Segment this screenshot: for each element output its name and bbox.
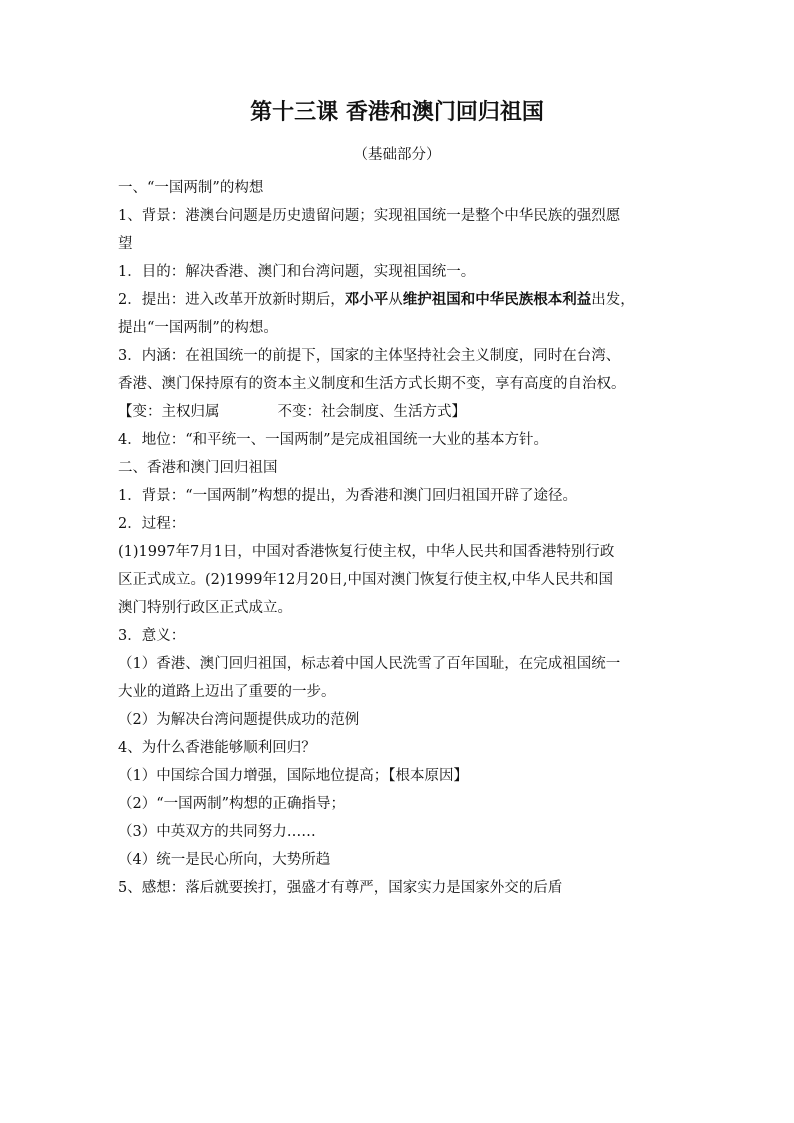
paragraph-line <box>118 286 688 314</box>
paragraph-line: 1．背景：“一国两制”构想的提出，为香港和澳门回归祖国开辟了途径。 <box>118 488 578 504</box>
emphasis-text: 维护祖国和中华民族根本利益 <box>402 291 592 308</box>
paragraph-line: （2）为解决台湾问题提供成功的范例 <box>118 712 360 728</box>
paragraph-line: 2．过程： <box>118 516 186 532</box>
paragraph-line: 1、背景：港澳台问题是历史遗留问题；实现祖国统一是整个中华民族的强烈愿 <box>118 208 621 224</box>
paragraph-line: （3）中英双方的共同努力…… <box>118 824 316 840</box>
paragraph-line: 大业的道路上迈出了重要的一步。 <box>118 684 336 700</box>
paragraph-line: （1）中国综合国力增强，国际地位提高；【根本原因】 <box>118 768 468 784</box>
paragraph-line: 4．地位：“和平统一、一国两制”是完成祖国统一大业的基本方针。 <box>118 432 549 448</box>
paragraph-line: 3．意义： <box>118 628 186 644</box>
lesson-content <box>118 174 688 902</box>
lesson-subtitle: （基础部分） <box>353 147 441 163</box>
text-span: 从 <box>388 292 403 308</box>
text-span: 【变：主权归属 <box>118 404 220 420</box>
paragraph-line: （1）香港、澳门回归祖国，标志着中国人民洗雪了百年国耻，在完成祖国统一 <box>118 656 621 672</box>
paragraph-line: （2）“一国两制”构想的正确指导； <box>118 796 346 812</box>
section-heading: 一、“一国两制”的构想 <box>118 180 264 196</box>
text-span: 不变：社会制度、生活方式】 <box>277 404 466 420</box>
paragraph-line: 3．内涵：在祖国统一的前提下，国家的主体坚持社会主义制度，同时在台湾、 <box>118 348 621 364</box>
text-span: 出发， <box>591 292 635 308</box>
paragraph-line: （4）统一是民心所向，大势所趋 <box>118 852 331 868</box>
paragraph-line: (1)1997年7月1日，中国对香港恢复行使主权，中华人民共和国香港特别行政 <box>118 544 615 560</box>
paragraph-line: 澳门特别行政区正式成立。 <box>118 600 292 616</box>
lesson-title: 第十三课 香港和澳门回归祖国 <box>250 99 544 125</box>
paragraph-line: 区正式成立。(2)1999年12月20日,中国对澳门恢复行使主权,中华人民共和国 <box>118 572 614 588</box>
section-heading: 二、香港和澳门回归祖国 <box>118 460 278 476</box>
paragraph-line: 香港、澳门保持原有的资本主义制度和生活方式长期不变，享有高度的自治权。 <box>118 376 626 392</box>
paragraph-line: 5、感想：落后就要挨打，强盛才有尊严，国家实力是国家外交的后盾 <box>118 880 563 896</box>
paragraph-line: 1．目的：解决香港、澳门和台湾问题，实现祖国统一。 <box>118 264 476 280</box>
paragraph-line: 4、为什么香港能够顺利回归？ <box>118 740 316 756</box>
emphasis-text: 邓小平 <box>344 291 389 308</box>
paragraph-line: 提出“一国两制”的构想。 <box>118 320 278 336</box>
text-span: 2．提出：进入改革开放新时期后， <box>118 292 345 308</box>
paragraph-line: 望 <box>118 236 133 252</box>
paragraph-line <box>118 398 688 426</box>
